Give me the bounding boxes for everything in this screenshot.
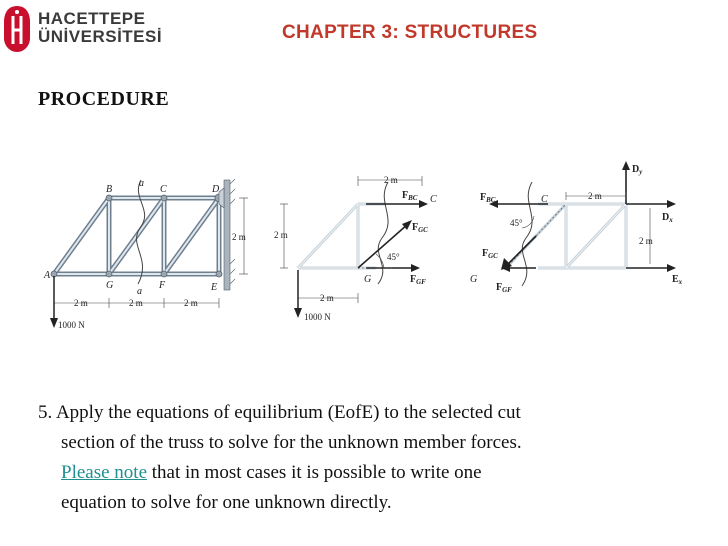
right-joint-g: G bbox=[470, 274, 478, 285]
mid-force-fbc: $F_{BC}$ bbox=[402, 190, 418, 202]
chapter-title: CHAPTER 3: STRUCTURES bbox=[282, 22, 538, 43]
right-force-fbc: $F_{BC}$ bbox=[480, 192, 496, 204]
step-line-1: 5. Apply the equations of equilibrium (EofE) to the selected cut bbox=[38, 402, 521, 423]
section-mark-top: a bbox=[139, 178, 144, 189]
mid-force-fgc: $F_{GC}$ bbox=[412, 222, 428, 234]
right-force-fgf: $F_{GF}$ bbox=[496, 282, 512, 294]
procedure-step-5 bbox=[38, 398, 698, 518]
dim-span-2: 2 m bbox=[129, 298, 143, 308]
hacettepe-emblem-icon bbox=[2, 4, 32, 54]
dim-height-label: 2 m bbox=[232, 232, 246, 242]
logo-wordmark bbox=[38, 10, 162, 46]
right-reaction-ex: $E_x$ bbox=[672, 274, 683, 286]
joint-label-b: B bbox=[106, 184, 113, 195]
mid-angle: 45° bbox=[387, 252, 400, 262]
truss-figures bbox=[36, 158, 696, 338]
dim-span-1: 2 m bbox=[74, 298, 88, 308]
logo-line-1: HACETTEPE bbox=[38, 9, 146, 28]
right-force-fgc: $F_{GC}$ bbox=[482, 248, 498, 260]
right-reaction-dx: $D_x$ bbox=[662, 212, 673, 224]
university-logo bbox=[0, 0, 170, 58]
joint-label-a: A bbox=[44, 270, 51, 281]
right-angle: 45° bbox=[510, 218, 523, 228]
step-line-2: section of the truss to solve for the unknown member forces. bbox=[61, 432, 522, 453]
load-label-left: 1000 N bbox=[58, 320, 85, 330]
right-dim-right: 2 m bbox=[639, 236, 653, 246]
joint-label-e: E bbox=[211, 282, 218, 293]
mid-dim-bottom: 2 m bbox=[320, 293, 334, 303]
step-line-4: equation to solve for one unknown directly. bbox=[61, 492, 392, 513]
mid-load-label: 1000 N bbox=[304, 312, 331, 322]
mid-dim-left: 2 m bbox=[274, 230, 288, 240]
step-line-3-rest: that in most cases it is possible to write one bbox=[147, 462, 482, 483]
figure-left-section bbox=[274, 175, 437, 322]
section-heading: PROCEDURE bbox=[38, 88, 170, 110]
mid-force-fgf: $F_{GF}$ bbox=[410, 274, 426, 286]
right-joint-c: C bbox=[541, 194, 548, 205]
mid-joint-g: G bbox=[364, 274, 372, 285]
dim-span-3: 2 m bbox=[184, 298, 198, 308]
please-note-link[interactable]: Please note bbox=[61, 462, 148, 483]
step-line-3 bbox=[38, 458, 698, 488]
right-dim-top: 2 m bbox=[588, 191, 602, 201]
mid-joint-c: C bbox=[430, 194, 437, 205]
right-reaction-dy: $D_y$ bbox=[632, 164, 643, 176]
joint-label-f: F bbox=[159, 280, 166, 291]
figure-right-section bbox=[470, 161, 683, 294]
joint-label-c: C bbox=[160, 184, 167, 195]
joint-label-d: D bbox=[212, 184, 220, 195]
logo-line-2: ÜNİVERSİTESİ bbox=[38, 27, 163, 46]
truss-figures-svg bbox=[36, 158, 696, 338]
mid-dim-top: 2 m bbox=[384, 175, 398, 185]
section-mark-bottom: a bbox=[137, 286, 142, 297]
joint-label-g: G bbox=[106, 280, 114, 291]
figure-full-truss bbox=[43, 178, 248, 330]
